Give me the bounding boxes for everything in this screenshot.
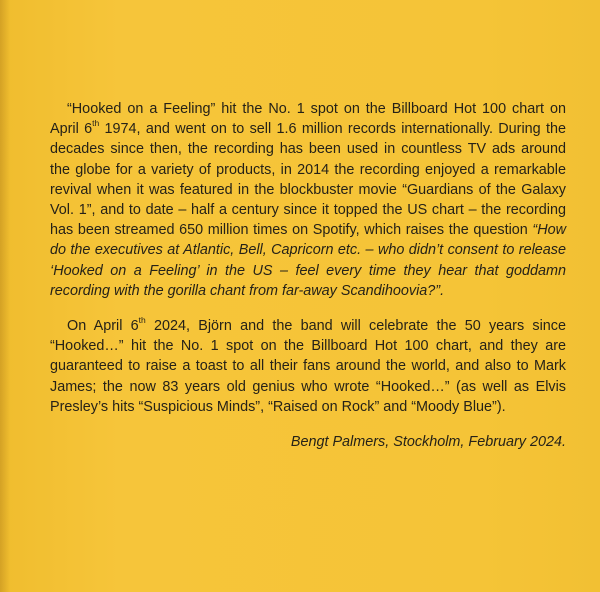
paragraph-1-part-2: 1974, and went on to sell 1.6 million records internationally. During the decades since then, the recording has been used in countless TV ads around the globe for a variety of products, in 2014 the recording enjoyed a remarkable revival when it was featured in the blockbuster movie “Guardians of the Galaxy Vol. 1”, and to date – half a century since it topped the US chart – the recording has been streamed 650 million times on Spotify, which raises the question bbox=[50, 121, 566, 239]
paragraph-1 bbox=[50, 99, 566, 301]
paragraph-1-part-1: “Hooked on a Feeling” hit the No. 1 spot on the Billboard Hot 100 chart on April 6 bbox=[50, 101, 566, 138]
paragraph-2-ordinal-suffix: th bbox=[138, 314, 146, 325]
author-signature: Bengt Palmers, Stockholm, February 2024. bbox=[290, 434, 566, 451]
paragraph-1-quote: “How do the executives at Atlantic, Bell, Capricorn etc. – who didn’t consent to release ‘Hooked on a Feeling’ in the US – feel every time they hear that goddamn recording with the gorilla chant from far-away Scandihoovia?”. bbox=[50, 222, 566, 299]
page-edge-shadow bbox=[0, 0, 10, 592]
paragraph-1-ordinal-suffix: th bbox=[92, 117, 100, 128]
liner-notes-text bbox=[50, 99, 566, 452]
paragraph-2-part-2: 2024, Björn and the band will celebrate the 50 years since “Hooked…” hit the No. 1 spot on the Billboard Hot 100 chart, and they are guaranteed to raise a toast to all their fans around the world, and also to Mark James; the now 83 years old genius who wrote “Hooked…” (as well as Elvis Presley’s hits “Suspicious Minds”, “Raised on Rock” and “Moody Blue”). bbox=[50, 318, 566, 415]
paragraph-2 bbox=[50, 316, 566, 417]
paragraph-2-part-1: On April 6 bbox=[67, 318, 139, 335]
